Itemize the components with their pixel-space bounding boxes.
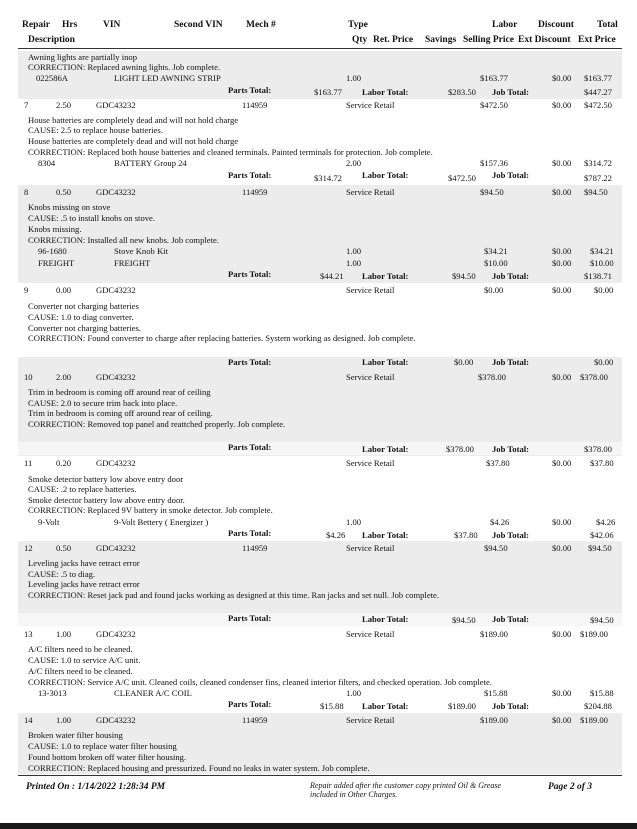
col-total: Total (597, 20, 618, 30)
repair-mech: 114959 (242, 715, 268, 725)
desc-line: CORRECTION: Found converter to charge after replacing batteries. System working as designed. Job complete. (28, 333, 416, 343)
parts-total-label: Parts Total: (228, 528, 272, 538)
desc-line: CORRECTION: Service A/C unit. Cleaned coils, cleaned condenser fins, cleaned interior filters, and checked operation. Job complete. (28, 677, 492, 687)
part-description: 9-Volt Bettery ( Energizer ) (114, 517, 209, 527)
parts-total-label: Parts Total: (228, 85, 272, 95)
repair-discount: $0.00 (552, 543, 572, 553)
part-selling: $15.88 (484, 688, 508, 698)
labor-total-label: Labor Total: (362, 87, 409, 97)
page-number: Page 2 of 3 (548, 782, 593, 792)
labor-total: $37.80 (454, 530, 478, 540)
repair-labor: $94.50 (484, 543, 508, 553)
repair-labor: $189.00 (480, 629, 508, 639)
job-total-label: Job Total: (492, 614, 530, 624)
col-labor: Labor (492, 20, 518, 30)
repair-mech: 114959 (242, 187, 268, 197)
job-total: $378.00 (584, 444, 612, 454)
parts-total-label: Parts Total: (228, 269, 272, 279)
repair-number: 8 (24, 187, 29, 197)
repair-hours: 0.50 (56, 187, 72, 197)
desc-line: House batteries are completely dead and will not hold charge (28, 136, 239, 146)
repair-total: $94.50 (588, 543, 612, 553)
col-ext-discount: Ext Discount (518, 35, 571, 45)
labor-total-label: Labor Total: (362, 271, 409, 281)
part-number: 96-1680 (38, 246, 67, 256)
desc-line: CAUSE: .5 to install knobs on stove. (28, 213, 156, 223)
repair-total: $378.00 (580, 372, 608, 382)
part-number: 8304 (38, 158, 56, 168)
col-second-vin: Second VIN (174, 20, 223, 30)
desc-line: CORRECTION: Replaced awning lights. Job complete. (28, 62, 221, 72)
part-ext-price: $34.21 (590, 246, 614, 256)
part-discount: $0.00 (552, 688, 572, 698)
col-vin: VIN (103, 20, 121, 30)
col-ret-price: Ret. Price (373, 35, 414, 45)
repair-block-13 (18, 627, 622, 713)
job-total-label: Job Total: (492, 271, 530, 281)
desc-line: A/C filters need to be cleaned. (28, 666, 133, 676)
part-qty: 1.00 (346, 246, 362, 256)
part-discount: $0.00 (552, 158, 572, 168)
repair-labor: $189.00 (480, 715, 508, 725)
desc-line: CAUSE: 1.0 to replace water filter housing (28, 741, 177, 751)
labor-total-label: Labor Total: (362, 444, 409, 454)
labor-total-label: Labor Total: (362, 357, 409, 367)
repair-vin: GDC43232 (96, 285, 136, 295)
labor-total-label: Labor Total: (362, 614, 409, 624)
desc-line: Awning lights are partially inop (28, 52, 137, 62)
repair-total: $94.50 (584, 187, 608, 197)
repair-number: 14 (24, 715, 33, 725)
desc-line: CAUSE: 2.0 to secure trim back into place. (28, 398, 178, 408)
labor-total-label: Labor Total: (362, 530, 409, 540)
repair-number: 13 (24, 629, 33, 639)
job-total-label: Job Total: (492, 701, 530, 711)
repair-labor: $0.00 (484, 285, 504, 295)
part-selling: $10.00 (484, 258, 508, 268)
repair-9-totals (18, 357, 622, 370)
repair-vin: GDC43232 (96, 187, 136, 197)
repair-mech: 114959 (242, 543, 268, 553)
repair-hours: 0.20 (56, 458, 72, 468)
repair-block-6 (18, 51, 622, 99)
desc-line: House batteries are completely dead and will not hold charge (28, 115, 239, 125)
parts-total-label: Parts Total: (228, 442, 272, 452)
repair-labor: $94.50 (480, 187, 504, 197)
repair-block-8 (18, 185, 622, 283)
repair-10-totals (18, 442, 622, 455)
repair-hours: 1.00 (56, 715, 72, 725)
desc-line: Trim in bedroom is coming off around rear of ceiling (28, 387, 211, 397)
repair-hours: 1.00 (56, 629, 72, 639)
labor-total: $94.50 (452, 615, 476, 625)
part-number: FREIGHT (38, 258, 75, 268)
part-qty: 2.00 (346, 158, 362, 168)
labor-total: $378.00 (446, 444, 474, 454)
job-total: $0.00 (594, 357, 614, 367)
repair-vin: GDC43232 (96, 100, 136, 110)
repair-total: $37.80 (590, 458, 614, 468)
parts-total-label: Parts Total: (228, 699, 272, 709)
parts-total-label: Parts Total: (228, 357, 272, 367)
col-ext-price: Ext Price (578, 35, 616, 45)
repair-mech: 114959 (242, 100, 268, 110)
desc-line: Smoke detector battery low above entry door. (28, 495, 185, 505)
parts-total-label: Parts Total: (228, 613, 272, 623)
part-ext-price: $15.88 (590, 688, 614, 698)
repair-discount: $0.00 (552, 372, 572, 382)
repair-number: 7 (24, 100, 29, 110)
repair-12-totals (18, 613, 622, 626)
desc-line: CORRECTION: Installed all new knobs. Job complete. (28, 235, 219, 245)
labor-total: $0.00 (454, 357, 474, 367)
parts-total: $163.77 (314, 87, 342, 97)
labor-total: $283.50 (448, 87, 476, 97)
col-savings: Savings (425, 35, 457, 45)
repair-discount: $0.00 (552, 715, 572, 725)
repair-type: Service Retail (346, 100, 395, 110)
part-qty: 1.00 (346, 688, 362, 698)
repair-total: $189.00 (580, 715, 608, 725)
desc-line: CAUSE: .5 to diag. (28, 569, 96, 579)
job-total-label: Job Total: (492, 87, 530, 97)
repair-number: 10 (24, 372, 33, 382)
part-qty: 1.00 (346, 258, 362, 268)
repair-block-14 (18, 713, 622, 774)
job-total: $138.71 (584, 271, 612, 281)
col-repair: Repair (22, 20, 50, 30)
part-selling: $4.26 (490, 517, 510, 527)
desc-line: CAUSE: 1.0 to service A/C unit. (28, 655, 141, 665)
part-ext-price: $163.77 (584, 73, 612, 83)
parts-total-label: Parts Total: (228, 170, 272, 180)
column-header (0, 16, 637, 50)
col-qty: Qty (352, 35, 368, 45)
desc-line: Smoke detector battery low above entry door (28, 474, 184, 484)
repair-block-11 (18, 456, 622, 541)
desc-line: Broken water filter housing (28, 730, 123, 740)
repair-number: 11 (24, 458, 33, 468)
part-description: LIGHT LED AWNING STRIP (114, 73, 221, 83)
col-selling-price: Selling Price (463, 35, 514, 45)
header-divider (18, 48, 622, 49)
part-discount: $0.00 (552, 73, 572, 83)
repair-vin: GDC43232 (96, 372, 136, 382)
part-description: CLEANER A/C COIL (114, 688, 192, 698)
labor-total: $94.50 (452, 271, 476, 281)
job-total: $204.88 (584, 701, 612, 711)
repair-type: Service Retail (346, 187, 395, 197)
job-total: $447.27 (584, 87, 612, 97)
desc-line: Trim in bedroom is coming off around rear of ceiling. (28, 408, 213, 418)
col-type: Type (348, 20, 368, 30)
repair-labor: $37.80 (486, 458, 510, 468)
part-number: 9-Volt (38, 517, 60, 527)
job-total: $42.06 (590, 530, 614, 540)
part-number: 022586A (36, 73, 68, 83)
desc-line: CORRECTION: Replaced both house batteries and cleaned terminals. Painted terminals for protection. Job complete. (28, 147, 433, 157)
desc-line: CORRECTION: Removed top panel and reattched properly. Job complete. (28, 419, 286, 429)
desc-line: CAUSE: .2 to replace batteries. (28, 484, 137, 494)
repair-type: Service Retail (346, 458, 395, 468)
part-discount: $0.00 (552, 517, 572, 527)
job-total-label: Job Total: (492, 530, 530, 540)
part-qty: 1.00 (346, 517, 362, 527)
repair-discount: $0.00 (552, 100, 572, 110)
repair-number: 12 (24, 543, 33, 553)
repair-vin: GDC43232 (96, 458, 136, 468)
repair-total: $189.00 (580, 629, 608, 639)
repair-type: Service Retail (346, 629, 395, 639)
part-description: FREIGHT (114, 258, 151, 268)
repair-number: 9 (24, 285, 29, 295)
desc-line: Converter not charging batteries (28, 301, 139, 311)
desc-line: CORRECTION: Reset jack pad and found jacks working as designed at this time. Ran jacks and set null. Job complete. (28, 590, 439, 600)
desc-line: CORRECTION: Replaced 9V battery in smoke detector. Job complete. (28, 505, 273, 515)
repair-total: $472.50 (584, 100, 612, 110)
job-total: $787.22 (584, 173, 612, 183)
repair-discount: $0.00 (552, 458, 572, 468)
repair-hours: 0.50 (56, 543, 72, 553)
repair-hours: 0.00 (56, 285, 72, 295)
desc-line: CAUSE: 1.0 to diag converter. (28, 312, 134, 322)
labor-total-label: Labor Total: (362, 170, 409, 180)
repair-vin: GDC43232 (96, 629, 136, 639)
page-footer (18, 778, 622, 808)
desc-line: CORRECTION: Replaced housing and pressurized. Found no leaks in water system. Job complete. (28, 763, 370, 773)
col-mech: Mech # (246, 20, 276, 30)
parts-total: $4.26 (326, 530, 346, 540)
repair-discount: $0.00 (552, 285, 572, 295)
footer-divider (18, 775, 622, 776)
footer-note: Repair added after the customer copy printed Oil & Grease included in Other Charges. (310, 781, 501, 799)
repair-vin: GDC43232 (96, 543, 136, 553)
labor-total: $472.50 (448, 173, 476, 183)
col-discount: Discount (538, 20, 574, 30)
job-total-label: Job Total: (492, 444, 530, 454)
part-qty: 1.00 (346, 73, 362, 83)
job-total-label: Job Total: (492, 357, 530, 367)
desc-line: Leveling jacks have retract error (28, 579, 140, 589)
repair-labor: $472.50 (480, 100, 508, 110)
parts-total: $314.72 (314, 173, 342, 183)
repair-block-7 (18, 99, 622, 185)
job-total: $94.50 (590, 615, 614, 625)
desc-line: A/C filters need to be cleaned. (28, 644, 133, 654)
desc-line: Found bottom broken off water filter housing. (28, 752, 187, 762)
part-selling: $157.36 (480, 158, 508, 168)
repair-type: Service Retail (346, 715, 395, 725)
parts-total: $44.21 (320, 271, 344, 281)
col-description: Description (28, 35, 75, 45)
job-total-label: Job Total: (492, 170, 530, 180)
repair-labor: $378.00 (478, 372, 506, 382)
part-discount: $0.00 (552, 246, 572, 256)
part-description: BATTERY Group 24 (114, 158, 187, 168)
desc-line: Converter not charging batteries. (28, 323, 141, 333)
labor-total: $189.00 (448, 701, 476, 711)
part-description: Stove Knob Kit (114, 246, 168, 256)
labor-total-label: Labor Total: (362, 701, 409, 711)
part-ext-price: $4.26 (596, 517, 616, 527)
repair-type: Service Retail (346, 543, 395, 553)
repair-discount: $0.00 (552, 629, 572, 639)
repair-type: Service Retail (346, 285, 395, 295)
repair-type: Service Retail (346, 372, 395, 382)
part-ext-price: $314.72 (584, 158, 612, 168)
desc-line: Leveling jacks have retract error (28, 558, 140, 568)
desc-line: CAUSE: 2.5 to replace house batteries. (28, 125, 163, 135)
part-number: 13-3013 (38, 688, 67, 698)
repair-discount: $0.00 (552, 187, 572, 197)
repair-hours: 2.00 (56, 372, 72, 382)
printed-on: Printed On : 1/14/2022 1:28:34 PM (26, 782, 166, 792)
desc-line: Knobs missing. (28, 224, 82, 234)
desc-line: Knobs missing on stove (28, 202, 111, 212)
repair-vin: GDC43232 (96, 715, 136, 725)
col-hrs: Hrs (62, 20, 78, 30)
bottom-edge-bar (0, 823, 637, 829)
parts-total: $15.88 (320, 701, 344, 711)
part-selling: $34.21 (484, 246, 508, 256)
part-discount: $0.00 (552, 258, 572, 268)
part-ext-price: $10.00 (590, 258, 614, 268)
part-selling: $163.77 (480, 73, 508, 83)
repair-hours: 2.50 (56, 100, 72, 110)
repair-total: $0.00 (594, 285, 614, 295)
